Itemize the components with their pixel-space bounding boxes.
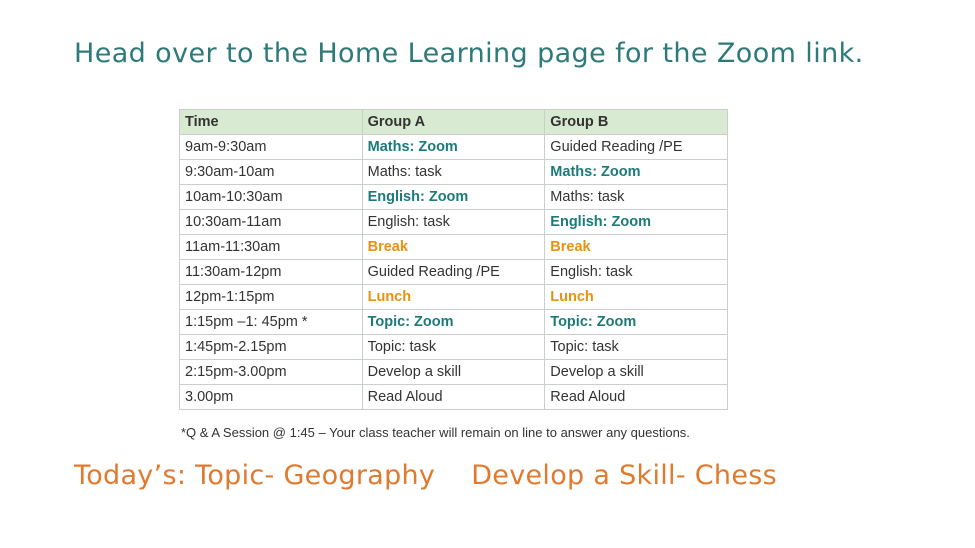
cell-time: 12pm-1:15pm — [180, 285, 363, 310]
table-row — [180, 310, 728, 335]
today-skill: Develop a Skill- Chess — [471, 460, 777, 491]
cell-time: 9am-9:30am — [180, 135, 363, 160]
cell-time: 1:45pm-2.15pm — [180, 335, 363, 360]
cell-group-a: Lunch — [362, 285, 545, 310]
table-row — [180, 360, 728, 385]
table-row — [180, 260, 728, 285]
header-time: Time — [180, 110, 363, 135]
cell-group-b: Maths: task — [545, 185, 728, 210]
header-group-a: Group A — [362, 110, 545, 135]
cell-group-a: Break — [362, 235, 545, 260]
cell-group-b: Break — [545, 235, 728, 260]
table-row — [180, 185, 728, 210]
table-row — [180, 210, 728, 235]
cell-group-a: Guided Reading /PE — [362, 260, 545, 285]
cell-time: 3.00pm — [180, 385, 363, 410]
cell-group-b: English: Zoom — [545, 210, 728, 235]
footnote: *Q & A Session @ 1:45 – Your class teacher will remain on line to answer any questions. — [181, 425, 690, 440]
cell-group-b: Topic: Zoom — [545, 310, 728, 335]
table-row — [180, 235, 728, 260]
today-line — [74, 460, 777, 491]
cell-group-a: Topic: task — [362, 335, 545, 360]
timetable-header-row — [180, 110, 728, 135]
table-row — [180, 160, 728, 185]
cell-group-a: Maths: Zoom — [362, 135, 545, 160]
cell-time: 10am-10:30am — [180, 185, 363, 210]
page-headline: Head over to the Home Learning page for the Zoom link. — [74, 38, 864, 69]
cell-group-b: English: task — [545, 260, 728, 285]
cell-time: 2:15pm-3.00pm — [180, 360, 363, 385]
cell-group-b: Read Aloud — [545, 385, 728, 410]
cell-group-b: Topic: task — [545, 335, 728, 360]
table-row — [180, 335, 728, 360]
cell-time: 11am-11:30am — [180, 235, 363, 260]
timetable-body — [180, 135, 728, 410]
cell-group-b: Maths: Zoom — [545, 160, 728, 185]
cell-group-a: Read Aloud — [362, 385, 545, 410]
header-group-b: Group B — [545, 110, 728, 135]
cell-group-a: English: task — [362, 210, 545, 235]
cell-group-a: Develop a skill — [362, 360, 545, 385]
table-row — [180, 385, 728, 410]
table-row — [180, 285, 728, 310]
cell-group-b: Lunch — [545, 285, 728, 310]
cell-group-a: Maths: task — [362, 160, 545, 185]
cell-time: 11:30am-12pm — [180, 260, 363, 285]
today-topic: Today’s: Topic- Geography — [74, 460, 436, 491]
cell-group-a: English: Zoom — [362, 185, 545, 210]
cell-group-b: Develop a skill — [545, 360, 728, 385]
timetable — [179, 109, 728, 410]
cell-group-b: Guided Reading /PE — [545, 135, 728, 160]
cell-time: 10:30am-11am — [180, 210, 363, 235]
cell-time: 1:15pm –1: 45pm * — [180, 310, 363, 335]
cell-group-a: Topic: Zoom — [362, 310, 545, 335]
cell-time: 9:30am-10am — [180, 160, 363, 185]
table-row — [180, 135, 728, 160]
